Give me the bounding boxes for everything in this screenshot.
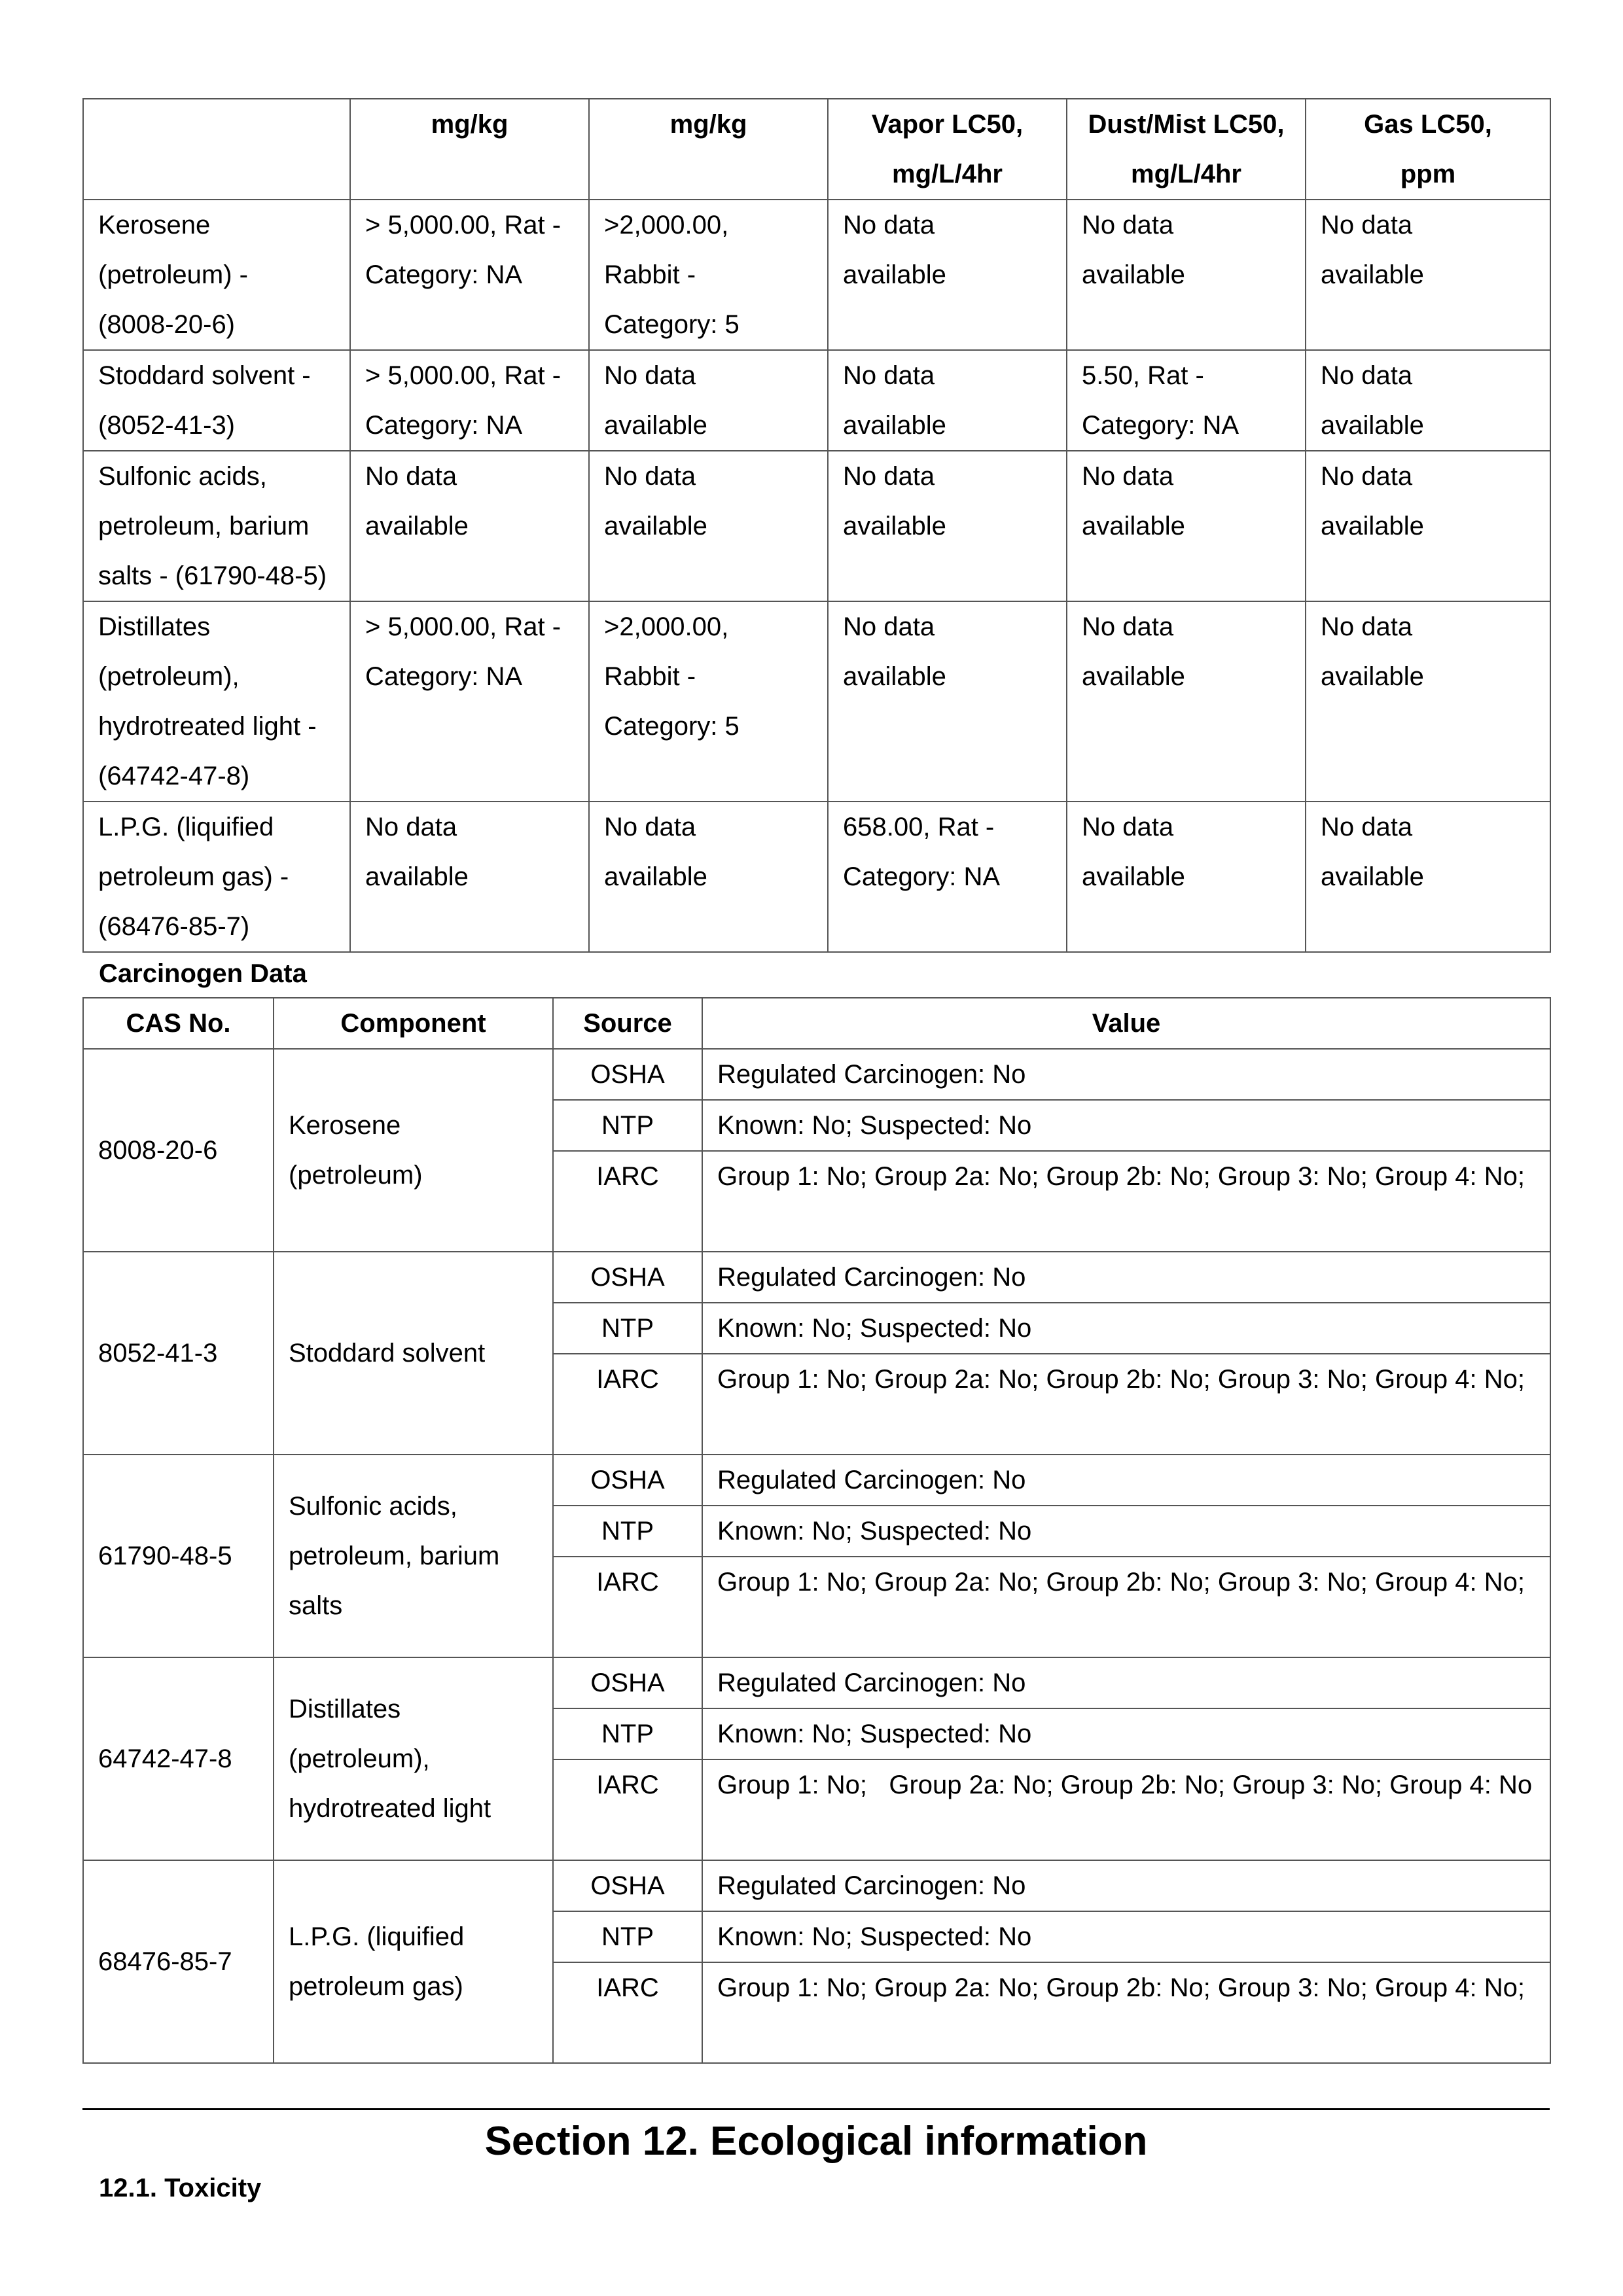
table-cell: No data available [828, 350, 1067, 451]
table-cell: No data available [1306, 802, 1550, 952]
toxicity-header-cell: Gas LC50, ppm [1306, 99, 1550, 200]
section-divider [82, 2108, 1550, 2110]
table-cell: No data available [828, 200, 1067, 350]
table-cell: No data available [589, 451, 828, 601]
value-cell: Known: No; Suspected: No [702, 1708, 1550, 1759]
source-cell: OSHA [553, 1455, 702, 1506]
value-cell: Known: No; Suspected: No [702, 1303, 1550, 1354]
value-cell: Group 1: No; Group 2a: No; Group 2b: No; Group 3: No; Group 4: No [702, 1759, 1550, 1860]
component-cell: Kerosene (petroleum) [274, 1049, 553, 1252]
subsection-title: 12.1. Toxicity [99, 2174, 262, 2202]
component-name-cell: Distillates (petroleum), hydrotreated light - (64742-47-8) [83, 601, 350, 802]
cas-number-cell: 8008-20-6 [83, 1049, 274, 1252]
table-cell: No data available [1306, 350, 1550, 451]
toxicity-header-cell: mg/kg [350, 99, 589, 200]
value-cell: Regulated Carcinogen: No [702, 1860, 1550, 1911]
toxicity-header-cell [83, 99, 350, 200]
table-cell: No data available [1306, 601, 1550, 802]
table-row [83, 1860, 1550, 1911]
source-header: Source [553, 998, 702, 1049]
table-cell: No data available [1067, 601, 1306, 802]
value-header: Value [702, 998, 1550, 1049]
value-cell: Group 1: No; Group 2a: No; Group 2b: No; Group 3: No; Group 4: No; [702, 1557, 1550, 1657]
source-cell: NTP [553, 1303, 702, 1354]
carcinogen-data-heading: Carcinogen Data [99, 959, 307, 988]
component-cell: Stoddard solvent [274, 1252, 553, 1455]
carcinogen-table [82, 997, 1551, 2064]
table-row [83, 451, 1550, 601]
toxicity-header-cell: mg/kg [589, 99, 828, 200]
component-name-cell: L.P.G. (liquified petroleum gas) - (68476-85-7) [83, 802, 350, 952]
table-row [83, 601, 1550, 802]
carcinogen-header-row [83, 998, 1550, 1049]
table-cell: No data available [589, 350, 828, 451]
source-cell: IARC [553, 1151, 702, 1252]
component-name-cell: Stoddard solvent - (8052-41-3) [83, 350, 350, 451]
table-row [83, 1049, 1550, 1100]
table-cell: No data available [350, 451, 589, 601]
source-cell: NTP [553, 1100, 702, 1151]
source-cell: IARC [553, 1962, 702, 2063]
table-cell: No data available [1306, 451, 1550, 601]
table-cell: > 5,000.00, Rat - Category: NA [350, 601, 589, 802]
component-cell: Sulfonic acids, petroleum, barium salts [274, 1455, 553, 1657]
table-cell: No data available [1306, 200, 1550, 350]
component-name-cell: Kerosene (petroleum) - (8008-20-6) [83, 200, 350, 350]
source-cell: NTP [553, 1708, 702, 1759]
table-cell: > 5,000.00, Rat - Category: NA [350, 200, 589, 350]
toxicity-header-row [83, 99, 1550, 200]
acute-toxicity-table [82, 98, 1551, 953]
cas-number-cell: 68476-85-7 [83, 1860, 274, 2063]
table-cell: No data available [589, 802, 828, 952]
value-cell: Known: No; Suspected: No [702, 1100, 1550, 1151]
table-row [83, 802, 1550, 952]
value-cell: Known: No; Suspected: No [702, 1911, 1550, 1962]
table-row [83, 1455, 1550, 1506]
component-cell: L.P.G. (liquified petroleum gas) [274, 1860, 553, 2063]
value-cell: Group 1: No; Group 2a: No; Group 2b: No; Group 3: No; Group 4: No; [702, 1151, 1550, 1252]
component-cell: Distillates (petroleum), hydrotreated light [274, 1657, 553, 1860]
table-row [83, 1252, 1550, 1303]
toxicity-header-cell: Vapor LC50, mg/L/4hr [828, 99, 1067, 200]
section-title: Section 12. Ecological information [484, 2119, 1148, 2164]
table-cell: >2,000.00, Rabbit - Category: 5 [589, 200, 828, 350]
source-cell: OSHA [553, 1049, 702, 1100]
table-cell: 658.00, Rat - Category: NA [828, 802, 1067, 952]
cas-number-cell: 8052-41-3 [83, 1252, 274, 1455]
source-cell: NTP [553, 1506, 702, 1557]
table-cell: No data available [1067, 802, 1306, 952]
value-cell: Regulated Carcinogen: No [702, 1657, 1550, 1708]
cas-header: CAS No. [83, 998, 274, 1049]
value-cell: Group 1: No; Group 2a: No; Group 2b: No; Group 3: No; Group 4: No; [702, 1962, 1550, 2063]
source-cell: NTP [553, 1911, 702, 1962]
component-name-cell: Sulfonic acids, petroleum, barium salts - (61790-48-5) [83, 451, 350, 601]
source-cell: OSHA [553, 1657, 702, 1708]
source-cell: OSHA [553, 1860, 702, 1911]
table-cell: No data available [828, 451, 1067, 601]
source-cell: OSHA [553, 1252, 702, 1303]
component-header: Component [274, 998, 553, 1049]
table-cell: >2,000.00, Rabbit - Category: 5 [589, 601, 828, 802]
toxicity-header-cell: Dust/Mist LC50, mg/L/4hr [1067, 99, 1306, 200]
table-row [83, 1657, 1550, 1708]
value-cell: Regulated Carcinogen: No [702, 1049, 1550, 1100]
source-cell: IARC [553, 1354, 702, 1455]
value-cell: Regulated Carcinogen: No [702, 1455, 1550, 1506]
table-row [83, 350, 1550, 451]
table-row [83, 200, 1550, 350]
source-cell: IARC [553, 1557, 702, 1657]
table-cell: No data available [1067, 200, 1306, 350]
table-cell: No data available [1067, 451, 1306, 601]
value-cell: Group 1: No; Group 2a: No; Group 2b: No; Group 3: No; Group 4: No; [702, 1354, 1550, 1455]
source-cell: IARC [553, 1759, 702, 1860]
value-cell: Known: No; Suspected: No [702, 1506, 1550, 1557]
value-cell: Regulated Carcinogen: No [702, 1252, 1550, 1303]
table-cell: No data available [828, 601, 1067, 802]
table-cell: No data available [350, 802, 589, 952]
table-cell: 5.50, Rat - Category: NA [1067, 350, 1306, 451]
cas-number-cell: 64742-47-8 [83, 1657, 274, 1860]
cas-number-cell: 61790-48-5 [83, 1455, 274, 1657]
table-cell: > 5,000.00, Rat - Category: NA [350, 350, 589, 451]
